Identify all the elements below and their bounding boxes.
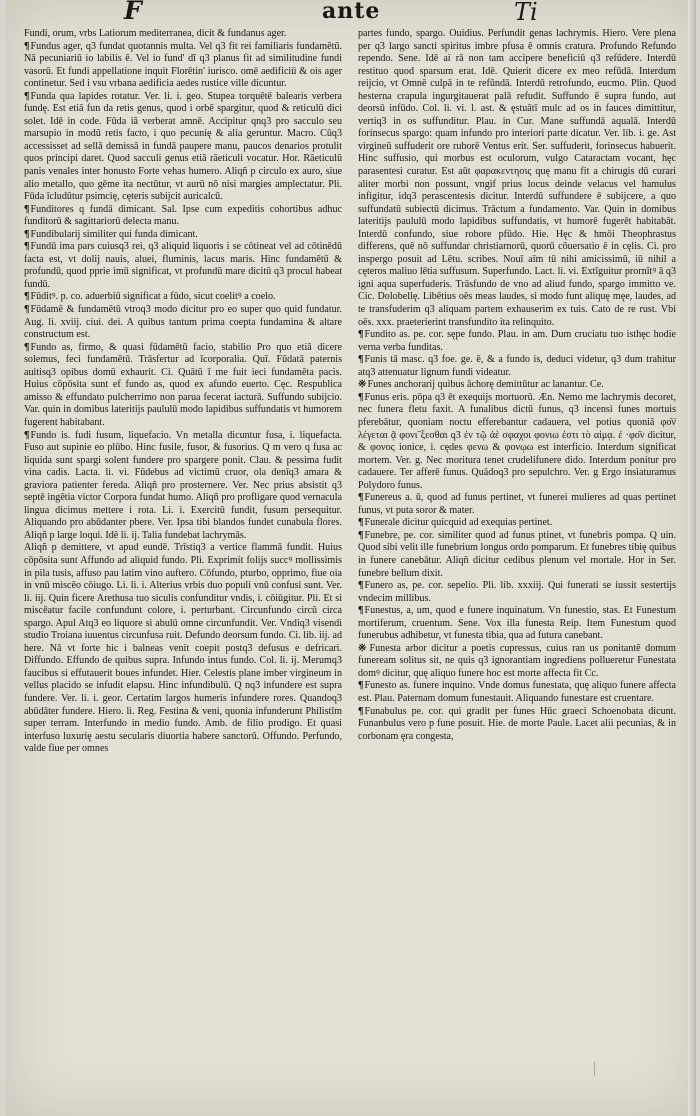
paragraph-mark-icon: ¶ xyxy=(358,605,364,617)
running-head: ante xyxy=(322,0,381,24)
signature-mark: F xyxy=(124,0,142,25)
entry-text: Fundito as. pe. cor. sępe fundo. Plau. in am. Dum cruciatu tuo isthęc hodie verna verba funditas. xyxy=(358,329,676,353)
paragraph-mark-icon: ¶ xyxy=(24,241,30,253)
right-text-column xyxy=(358,28,676,1108)
dictionary-entry xyxy=(358,329,676,354)
entry-text: Fundū ima pars cuiusq3 rei, q3 aliquid liquoris i se cōtineat vel ad cōtinēdū facta est, vt dolij nauis, aluei, fluminis, lacus maris. Hinc fundamētū & profundū, quod pprie imū significat, vt profundū mare dicitū q3 procul habeat fundū. xyxy=(24,241,342,290)
dictionary-entry xyxy=(24,28,342,41)
page-edge-shadow xyxy=(688,0,696,1116)
entry-text: Aliqñ p demittere, vt apud eundē. Trīstiq3 a vertice flammā fundit. Huius cōpōsita sunt Affundo ad aliquid fundo. Pli. Exprimit folijs succꝰ mollissimis in pila tusis, affuso pau latim vino auftero. Cōfundo, pturbo, opprimo, fiue oia in vnū miscēo cōiugo. Li. li. i. Alterius vrbis duo populi vnū confusi sunt. Ver. li. iij. Quin ficere Arethusa tuo siculis confunditur vndis, i. cōiūgitur. Pli. Et si miscēatur facile confundunt colore, i. perturbant. Circunfundo circū circa spargo. Apul Atq3 eo liquore si abulū omne circunfundit. Ver. Vndiq3 visendi studio Troiana iuuentus circunfusa ruit. Defundo deorsum fundo. Ci. lib. iij. ad here. Nā vt forte hic i balneas venit coepit postq3 defusus e defricari. Diffundo. Effundo de quibus supra. Infundo intus fundo. Col. li. ij. Merumq3 faucibus si effutauerit boues infundet. Hier. Celestis plane imber virgineum in vellus placido se infudit elapsu. Hinc infundibulū. Q nq3 infundere est supra fundere. Ver. li. i. geor. Certatim largos humeris infundere rores. Quandoq3 abūdāter fundere. Hiero. li. Reg. Festina & veni, quonia infunderunt Philistīm super terram. Interfundo in medio fundo. Amb. de filio prodigo. Et quasi interfuso luxurię aestu secularis diuortia habere sanctorū. Offundo. Perfundo, valde fiue per omnes xyxy=(24,542,342,755)
paragraph-mark-icon: ¶ xyxy=(24,203,30,215)
paragraph-mark-icon: ¶ xyxy=(24,228,30,240)
entry-text: Fundi, orum, vrbs Latiorum mediterranea, dicit & fundanus ager. xyxy=(24,28,287,39)
paragraph-mark-icon: ¶ xyxy=(24,429,30,441)
paragraph-mark-icon: ¶ xyxy=(24,40,30,52)
dictionary-entry xyxy=(358,28,676,329)
book-page xyxy=(6,0,696,1116)
dictionary-entry xyxy=(24,430,342,543)
entry-mark-icon: ※ xyxy=(358,642,369,654)
dictionary-entry xyxy=(24,342,342,430)
entry-text: Funus eris. pōpa q3 ēt exequijs mortuorū. Æn. Nemo me lachrymis decoret, nec funera fletu faxit. A funalibus dictū funus, q3 incensi funes mortuis pferebātur, quoniam noctu efferebantur cadauera, vel potius quoniā φο̄ν̄ λέγεται ᾷ φονι̃ ξεσθαι q3 ἐν τῷ ἀἑ σφαχοι φονιω ἐστι τὸ αἰμᾳ. ἐ ·φο̄ν dicitur, & φονος ionice, i. cędes φενω & φονῳω est interficio. Interdum significat mortem. Ver. g. Nec moritura tenet crudelifunere dido. Interdum ponitur pro cadauere. Ter afferē funus. Quādoq3 pro sepulchro. Ver. g Ergo insiaturamus Polydoro funus. xyxy=(358,391,676,491)
entry-text: Fūditꝰ. p. co. aduerbiū significat a fūdo, sicut coelitꝰ a coelo. xyxy=(30,291,276,303)
entry-text: Funabulus pe. cor. qui gradit per funes Hūc graeci Schoenobata dicunt. Funanbulus vero p fune posuit. Hie. de morte Paule. Lacet alii pecunias, & in corbonam ęra congesta, xyxy=(358,705,676,742)
page-footer-mark xyxy=(594,1062,603,1076)
dictionary-entry xyxy=(358,605,676,643)
page-header xyxy=(6,0,696,28)
dictionary-entry xyxy=(358,580,676,605)
dictionary-entry xyxy=(24,204,342,229)
paragraph-mark-icon: ¶ xyxy=(358,680,364,692)
entry-text: Funditores q fundā dimicant. Sal. Ipse cum expeditis cohortibus adhuc funditorū & sagittariorū delecta manu. xyxy=(24,203,342,228)
entry-text: Fūdamē & fundamētū vtroq3 modo dicitur pro eo super quo quid fundatur. Aug. li. xviij. ciui. dei. A quibus tantum prima coepta fundamina & altare constructum est. xyxy=(24,304,342,341)
paragraph-mark-icon: ¶ xyxy=(358,529,364,541)
paragraph-mark-icon: ¶ xyxy=(358,705,364,717)
paragraph-mark-icon: ¶ xyxy=(24,304,30,316)
entry-text: Funes anchorarij quibus āchorę demittūtur ac lanantur. Ce. xyxy=(367,379,604,391)
entry-mark-icon: ※ xyxy=(358,379,367,391)
column-mark: Ti xyxy=(514,0,538,26)
entry-text: Fundo as, firmo, & quasi fūdamētū facio, stabilio Pro quo etiā dicere solemus, feci fundamētū. Trāsfertur ad īcorporalia. Quī. Fūdatā paternis auitisq3 opibus domū exhaurit. Ci. Quātū ī me fuit ieci fundamēta pacis. Huius cōpōsita sunt ef fundo as, quod ex afundo euerto. Cęc. Respublica amisso & effundato pulcherrimo non parua fecerat iacturā. Suffundo subijcio. Var. quin in domibus lateritijs paululū modo lapidibus suffundatis vt humorem fugerent habitabant. xyxy=(24,341,342,428)
paragraph-mark-icon: ¶ xyxy=(24,291,30,303)
dictionary-entry xyxy=(24,229,342,242)
paragraph-mark-icon: ¶ xyxy=(358,517,364,529)
dictionary-entry xyxy=(24,241,342,291)
entry-text: Funesta arbor dicitur a poetis cupressus, cuius ran us ponitantē domum funeream solitus sit, ne quis q3 ignorantiam ingrediens pollueretur Funestata domꝰ dicitur, quę aliquo funere hoc est morte affecta fit Cc. xyxy=(358,642,676,679)
dictionary-entry xyxy=(358,706,676,744)
entry-text: Fundus ager, q3 fundat quotannis multa. Vel q3 fit rei familiaris fundamētū. Nā pecuniariū io labilis ē. Vel io fund' dī q3 planus fit ad similitudine fundi vasorū. Et fundi appellatione inquit Florētin' iurisco. omē aedificiū & ois ager continetur. Sed i vsu vrbana aedificia aedes rustice ville dicuntur. xyxy=(24,40,342,90)
paragraph-mark-icon: ¶ xyxy=(358,354,364,366)
entry-text: Funebre, pe. cor. similiter quod ad funus ptinet, vt funebris pompa. Q uin. Quod sibi velit ille funebrium longus ordo pomparum. Et funebres tibię quibus in funere canebātur. Aliqñ dicitur cedibus plenum vel mortale. Hor in Ser. funebre bellum dixit. xyxy=(358,529,676,579)
dictionary-entry xyxy=(358,492,676,517)
entry-text: partes fundo, spargo. Ouidius. Perfundit genas lachrymis. Hiero. Vere plena per q3 largo sancti spiritus imbre pfusa ē omnis cratura. Profundo Refundo rependo. Sene. Idē ai rā non tam accipere beneficiū q3 refūdere. Interdū restituo quod sparsum erat. Idē. Quierit dicere ex meo refūdā. Interdum reijcio, vt Omnē culpā in te refūndā. Interdū retrofundo, eucmo. Plin. Quod hesterna crapula ingurgitauerat palā refudit. Suffundo ē supra fundo, aut deorsū infūdo. Col. li. vi. l. ast. & ęstuātī mulc ad os in fauces dimittitur, vertiq3 in os suffunditur. Plau. in Cur. Mane suffundā aqualā. Interdū forinsecus spargo: quam infundo pro interiori parte dicatur. Ver. lib. i. ge. Ast virgineū suffuderit ore ruborē Ventus erit. Ser. suffuderit, forinsecus habuerit. Hinc suffusio, qui morbus est oculorum, vulgo Cataractam vocant, hęc parasentesi curatur. Est aūt φαρακεντησις quę manu fit a chirugis dū curari aliter morbi non possunt, vngif prius locus deinde velacus vel hamulus infigitur, idq3 perascentesis dicitur. Interdū suffundere ē subijcere, a quo suffundatū subiectū dicimus. Trāctum a fundamento. Var. Quin in domibus lateritijs paululū modo lapidibus suffundatis, vt humorē fugerēt habitabāt. Interdū confundo, siue robore pfūdo. Hie. Hęc & hmōi Theophrastus differens, quē nō suffundar christiarnorū, quorū cōuersatio ē in cęlis. Ci. pro inspergo posuit ad Lētu. scribes. Nouī aīm tū nihi amicissimū, iū nihil a cęteros maliuo lētia suffusum. Superfundo. Lact. li. vi. Extīguitur prornītꝰ ā q3 igni aqua superfuderis. Trāsfundo de vno ad aliud fundo, spargo immitto ve. Cic. Dolobellę. Libētius oēs meas laudes, si modo funt aliquę męe, laudes, ad te transfuderim q3 aliquam partem exhauserim ex tuis. Cato de re rust. Vbi oēs. xxx. praeterierint transfundito ita relinquito. xyxy=(358,28,676,328)
entry-text: Fundibularij similiter qui funda dimicant. xyxy=(30,228,198,240)
dictionary-entry xyxy=(24,542,342,755)
entry-text: Funda qua lapides rotatur. Ver. li. i. geo. Stupea torquētē balearis verbera fundę. Est etiā fun da retis genus, quod i orbē spargitur, quod & reticulū dici solet. Idē in code. Fūda iā verberat amnē. Accipitur qnq3 pro sacculo seu marsupio in modū retis facto, i quo pecunię & alia geruntur. Macro. Cūq3 accessisset ad sellā demissā in fundā paupere manu, paucos denarios protulit quos principi daret. Quod sacculi genus etiā rāeticuli vocatur. Hor. Rāeticulū panis venales inter honusto Forte vehas humero. Aliqñ p circulo ex auro, siue alio metallo, quo gēme ita nectūtur, vt aurū nō nisi margies amplectatur. Pli. Fūda īcludūtur psimcię, cęteris subijcit auricalcū. xyxy=(24,90,342,203)
dictionary-entry xyxy=(358,392,676,492)
dictionary-entry xyxy=(358,354,676,379)
paragraph-mark-icon: ¶ xyxy=(24,90,30,102)
dictionary-entry xyxy=(358,643,676,681)
dictionary-entry xyxy=(24,291,342,304)
paragraph-mark-icon: ¶ xyxy=(358,391,364,403)
entry-text: Funerale dicitur quicquid ad exequias pertinet. xyxy=(364,517,553,529)
dictionary-entry xyxy=(24,304,342,342)
entry-text: Funero as, pe. cor. sepelio. Pli. lib. xxxiij. Qui funerati se iussit sestertijs vndecim millibus. xyxy=(358,580,676,604)
entry-text: Funesto as. funere inquino. Vnde domus funestata, quę aliquo funere affecta est. Plau. Paternam domum funestauit. Aliquando funestare est cruentare. xyxy=(358,680,676,704)
left-text-column xyxy=(24,28,342,1108)
dictionary-entry xyxy=(358,379,676,392)
entry-text: Funereus a. ū, quod ad funus pertinet, vt funerei mulieres ad quas pertinet funus, vt puta soror & mater. xyxy=(358,492,676,516)
paragraph-mark-icon: ¶ xyxy=(24,341,30,353)
dictionary-entry xyxy=(358,680,676,705)
dictionary-entry xyxy=(24,41,342,91)
entry-text: Funestus, a, um, quod e funere inquinatum. Vn funestio, stas. Et Funestum mortiferum, cruentum. Sene. Vox illa funesta Reip. Item Funestum quod funerubus adhibetur, vt funesta tibia, qua ad futura canebant. xyxy=(358,605,676,642)
entry-text: Fundo is. fudi fusum, liquefacio. Vn metalla dicuntur fusa, i. liquefacta. Fuso aut supinie eo plūbo. Hinc fusile, fusor, & fusorius. Q m vero q fusa ac liquida sunt spargi solent fundere pro spargere ponit. Clau. & pessima fudit vina cadis. Lacta. li. vi. Fūdebus ad victimū cruor, ola denīq3 amara & graviora patienter fereda. Aliqñ pro prosternere. Ver. Nec prius absistit q3 septē ingētia victor Corpora fundat humo. Aliqñ pro profligare quod vernacula lingua dicimus mettere i rota. Li. i. Exercitū fundit, fusum persequitur. Aliquando pro abūdanter pbere. Ver. Ipsa tibi blandos fundet cunabula flores. Aliqñ p large loqui. Idē li. ij. Talia fundebat lachrymās. xyxy=(24,429,342,541)
dictionary-entry xyxy=(358,530,676,580)
entry-text: Funis tā masc. q3 foe. ge. ē, & a fundo is, deduci videtur, q3 dum trahitur atq3 attenuatur lignum fundi videatur. xyxy=(358,354,676,378)
dictionary-entry xyxy=(358,517,676,530)
paragraph-mark-icon: ¶ xyxy=(358,580,364,592)
paragraph-mark-icon: ¶ xyxy=(358,492,364,504)
paragraph-mark-icon: ¶ xyxy=(358,329,364,341)
dictionary-entry xyxy=(24,91,342,204)
